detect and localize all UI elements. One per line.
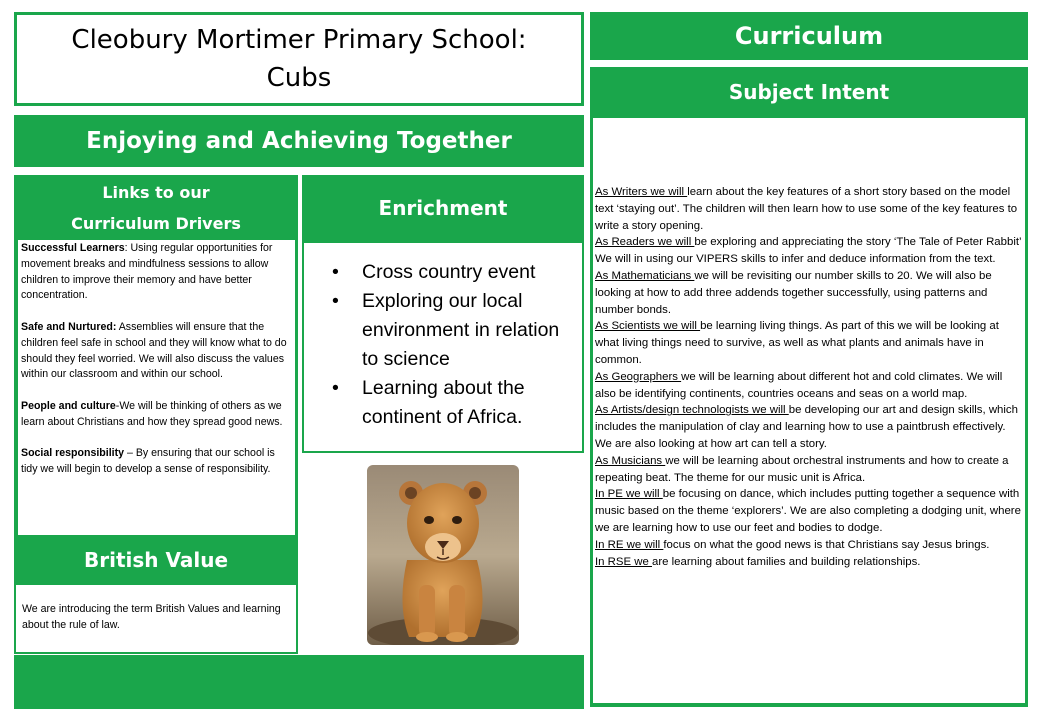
intent-item <box>595 234 1023 268</box>
intent-item <box>595 318 1023 368</box>
links-body <box>18 240 295 535</box>
driver-text: We will be thinking of others as we learn about Christians and how they spread good news. <box>21 399 283 428</box>
enrichment-item-text: Exploring our local environment in relation to science <box>362 290 560 370</box>
intent-text: be learning living things. As part of this we will be looking at what living things need to survive, as well as what plants and animals have in common. <box>595 320 999 366</box>
driver-sep: – <box>124 447 136 460</box>
driver-label: People and culture <box>21 399 116 412</box>
intent-item <box>595 537 1023 554</box>
lion-cub-image <box>367 465 519 645</box>
intent-item <box>595 402 1023 452</box>
intent-text: learn about the key features of a short story based on the model text ‘staying out’. The children will then learn how to use some of the key features to write a story opening. <box>595 186 1018 232</box>
intent-lead: In RE we will <box>595 538 664 551</box>
driver-sep: : <box>124 242 131 254</box>
intent-lead: As Mathematicians <box>595 269 695 282</box>
links-heading-line1: Links to our <box>102 183 210 202</box>
enrichment-list <box>332 258 580 432</box>
motto-banner: Enjoying and Achieving Together <box>14 115 584 167</box>
driver-sep: - <box>115 399 120 412</box>
british-value-text: We are introducing the term British Values and learning about the rule of law. <box>22 603 281 631</box>
enrichment-item <box>332 287 580 374</box>
intent-text: we will be learning about orchestral instruments and how to create a repeating beat. The theme for our music unit is Africa. <box>595 454 1009 484</box>
bullet-icon: • <box>332 261 339 283</box>
page-title: Cleobury Mortimer Primary School: Cubs <box>71 25 527 93</box>
enrichment-item <box>332 374 580 432</box>
intent-lead: In RSE we <box>595 555 652 568</box>
enrichment-item <box>332 258 580 287</box>
bottom-banner <box>14 655 584 709</box>
links-heading-line2: Curriculum Drivers <box>71 214 241 233</box>
enrichment-item-text: Learning about the continent of Africa. <box>362 377 525 428</box>
enrichment-item-text: Cross country event <box>362 261 536 283</box>
driver-label: Safe and Nurtured: <box>21 320 117 333</box>
intent-item <box>595 369 1023 403</box>
intent-text: focus on what the good news is that Christians say Jesus brings. <box>663 538 990 551</box>
intent-text: be exploring and appreciating the story ‘The Tale of Peter Rabbit’ We will in using our VIPERS skills to infer and deduce information from the text. <box>595 236 1022 266</box>
intent-lead: As Writers we will <box>595 186 688 198</box>
intent-lead: As Artists/design technologists we will <box>595 404 789 417</box>
bullet-icon: • <box>332 377 339 399</box>
driver-text: Assemblies will ensure that the children feel safe in school and they will know what to do should they feel worried. We will also discuss the values within our classroom and within our school. <box>21 320 287 381</box>
driver-text: Using regular opportunities for movement breaks and mindfulness sessions to allow children to improve their memory and have better concentration. <box>21 242 273 302</box>
intent-text: be focusing on dance, which includes putting together a sequence with music based on the theme ‘explorers’. We are also completing a dodging unit, where we are learning how to use our feet and bodies to dodge. <box>595 488 1021 534</box>
links-heading <box>14 177 298 239</box>
intent-item <box>595 268 1023 318</box>
intent-text: are learning about families and building relationships. <box>651 555 921 568</box>
intent-item <box>595 453 1023 487</box>
driver-item <box>21 320 292 383</box>
driver-item <box>21 241 292 304</box>
intent-item <box>595 486 1023 536</box>
intent-lead: As Scientists we will <box>595 320 701 333</box>
intent-lead: As Geographers <box>595 370 682 383</box>
driver-item <box>21 399 292 431</box>
enrichment-heading: Enrichment <box>302 175 584 241</box>
intent-text: we will be revisiting our number skills to 20. We will also be looking at how to add three addends together successfully, using patterns and number bonds. <box>595 269 992 316</box>
driver-text: By ensuring that our school is tidy we will begin to develop a sense of responsibility. <box>21 447 275 476</box>
intent-lead: In PE we will <box>595 488 663 501</box>
driver-label: Successful Learners <box>21 242 125 254</box>
intent-item <box>595 184 1023 234</box>
bullet-icon: • <box>332 290 339 312</box>
intent-item <box>595 554 1023 571</box>
subject-intent-heading: Subject Intent <box>590 67 1028 117</box>
curriculum-heading: Curriculum <box>590 12 1028 60</box>
intent-lead: As Musicians <box>595 454 666 467</box>
title-box <box>14 12 584 106</box>
driver-item <box>21 446 292 478</box>
lion-cub-illustration <box>367 465 519 645</box>
british-value-heading: British Value <box>83 548 229 572</box>
intent-lead: As Readers we will <box>595 236 695 249</box>
intent-text: we will be learning about different hot and cold climates. We will also be identifying continents, countries oceans and seas on a world map. <box>595 370 1003 400</box>
subject-intent-body <box>595 184 1023 570</box>
driver-label: Social responsibility <box>21 447 125 460</box>
intent-text: be developing our art and design skills, which includes the manipulation of clay and learning how to use a paintbrush effectively. We are also looking at how art can tell a story. <box>595 404 1018 450</box>
